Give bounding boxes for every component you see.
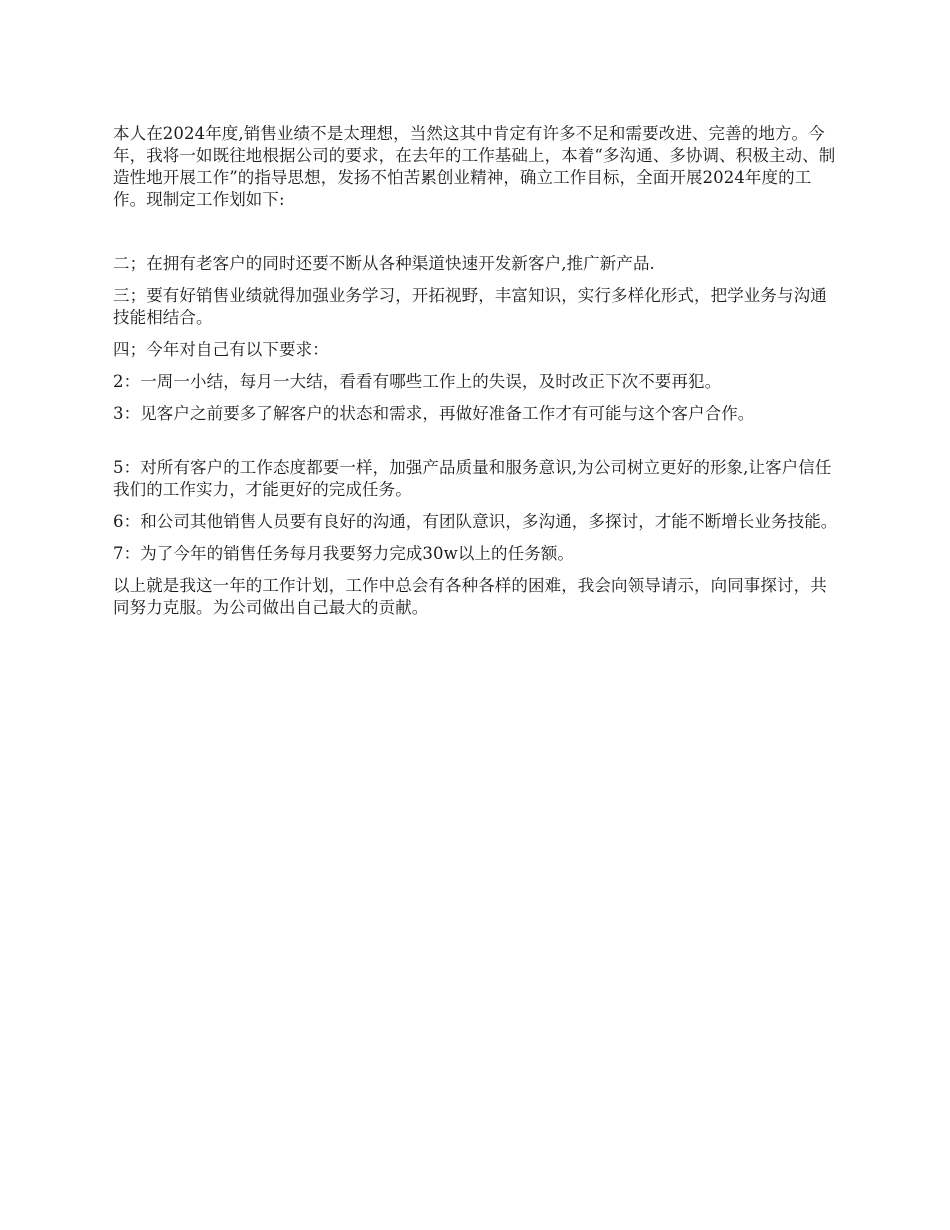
requirement-7: 7：为了今年的销售任务每月我要努力完成30w以上的任务额。 <box>113 544 575 563</box>
plan-item-3: 三；要有好销售业绩就得加强业务学习，开拓视野，丰富知识，实行多样化形式，把学业务与沟通技能相结合。 <box>113 286 827 327</box>
document-page <box>113 123 843 619</box>
requirement-3: 3：见客户之前要多了解客户的状态和需求，再做好准备工作才有可能与这个客户合作。 <box>113 404 755 423</box>
requirement-2: 2：一周一小结，每月一大结，看看有哪些工作上的失误，及时改正下次不要再犯。 <box>113 372 722 391</box>
plan-item-4: 四；今年对自己有以下要求： <box>113 340 329 359</box>
conclusion-paragraph: 以上就是我这一年的工作计划，工作中总会有各种各样的困难，我会向领导请示，向同事探讨，共同努力克服。为公司做出自己最大的贡献。 <box>113 576 827 617</box>
plan-item-2: 二；在拥有老客户的同时还要不断从各种渠道快速开发新客户,推广新产品. <box>113 254 655 273</box>
intro-paragraph: 本人在2024年度,销售业绩不是太理想，当然这其中肯定有许多不足和需要改进、完善的地方。今年，我将一如既往地根据公司的要求，在去年的工作基础上，本着“多沟通、多协调、积极主动、制造性地开展工作”的指导思想，发扬不怕苦累创业精神，确立工作目标，全面开展2024年度的工作。现制定工作划如下: <box>113 124 836 209</box>
requirement-5: 5：对所有客户的工作态度都要一样，加强产品质量和服务意识,为公司树立更好的形象,让客户信任我们的工作实力，才能更好的完成任务。 <box>113 458 832 499</box>
requirement-6: 6：和公司其他销售人员要有良好的沟通，有团队意识，多沟通，多探讨，才能不断增长业务技能。 <box>113 512 838 531</box>
